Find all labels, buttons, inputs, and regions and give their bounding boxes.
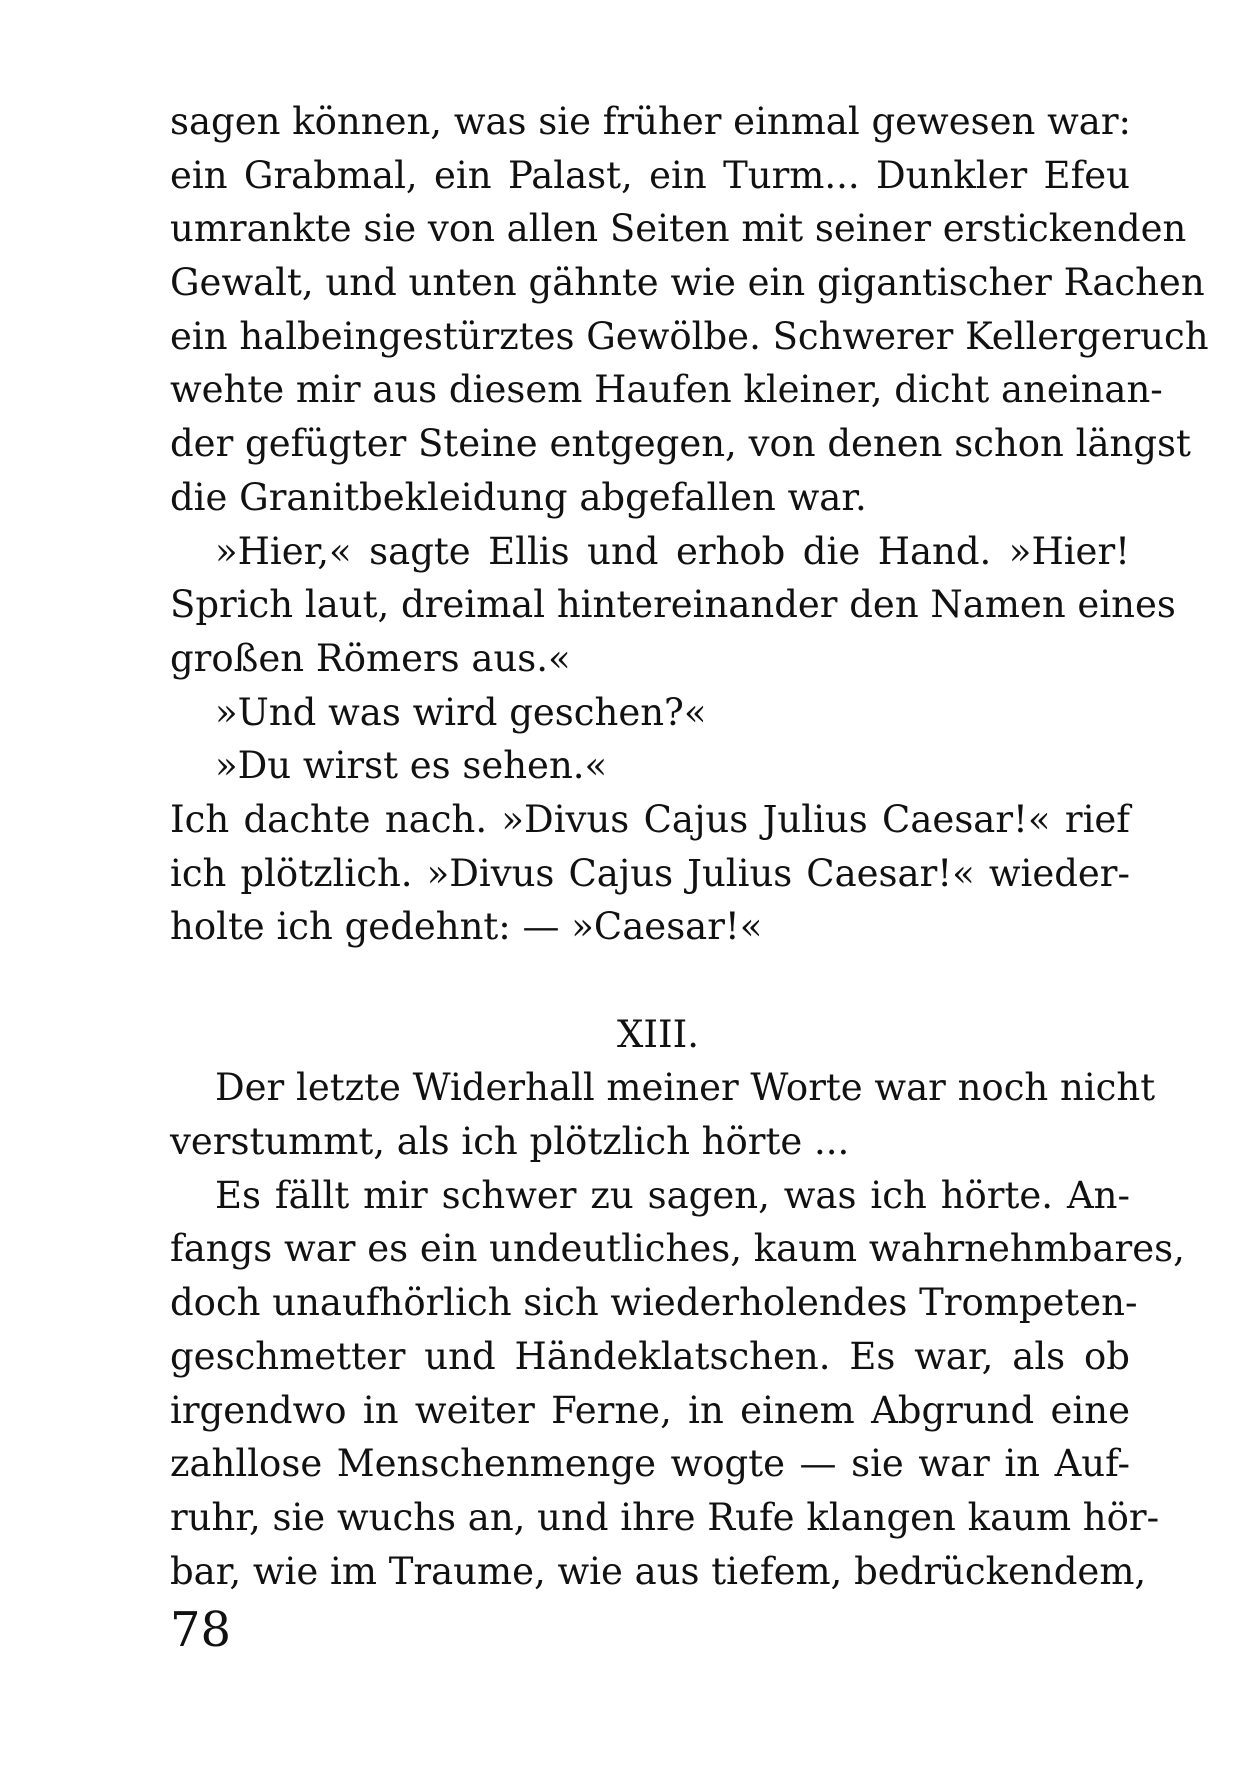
text-line: Es fällt mir schwer zu sagen, was ich hörte. An- [215,1173,1130,1217]
body-text [170,95,1209,1598]
text-line: »Und was wird geschen?« [215,690,707,734]
text-line: bar, wie im Traume, wie aus tiefem, bedrückendem, [170,1549,1147,1593]
text-line: Der letzte Widerhall meiner Worte war noch nicht [215,1066,1156,1110]
text-line: doch unaufhörlich sich wiederholendes Trompeten- [170,1281,1138,1325]
text-line: irgendwo in weiter Ferne, in einem Abgrund eine [170,1388,1130,1432]
text-line: holte ich gedehnt: — »Caesar!« [170,905,763,949]
blank-line [170,954,1130,1008]
text-line: großen Römers aus.« [170,636,571,680]
text-line: Ich dachte nach. »Divus Cajus Julius Caesar!« rief [170,797,1130,841]
text-line: die Granitbekleidung abgefallen war. [170,475,867,519]
text-line: geschmetter und Händeklatschen. Es war, als ob [170,1334,1130,1378]
page-number: 78 [170,1602,232,1658]
text-line: Gewalt, und unten gähnte wie ein gigantischer Rachen [170,261,1205,305]
text-line: »Hier,« sagte Ellis und erhob die Hand. »Hier! [215,529,1130,573]
text-line: verstummt, als ich plötzlich hörte ... [170,1120,850,1164]
text-line: sagen können, was sie früher einmal gewesen war: [170,100,1131,143]
text-line: zahllose Menschenmenge wogte — sie war in Auf- [170,1442,1130,1486]
text-line: ein halbeingestürztes Gewölbe. Schwerer Kellergeruch [170,314,1209,358]
text-line: »Du wirst es sehen.« [215,744,608,788]
chapter-heading: XIII. [617,1012,699,1056]
text-line: umrankte sie von allen Seiten mit seiner erstickenden [170,207,1187,251]
text-line: wehte mir aus diesem Haufen kleiner, dicht aneinan- [170,368,1163,412]
text-line: fangs war es ein undeutliches, kaum wahrnehmbares, [170,1227,1185,1271]
text-line: der gefügter Steine entgegen, von denen schon längst [170,422,1191,466]
text-line: ich plötzlich. »Divus Cajus Julius Caesar!« wieder- [170,851,1130,895]
text-line: ruhr, sie wuchs an, und ihre Rufe klangen kaum hör- [170,1495,1160,1539]
text-line: ein Grabmal, ein Palast, ein Turm... Dunkler Efeu [170,153,1130,197]
text-line: Sprich laut, dreimal hintereinander den Namen eines [170,583,1176,627]
